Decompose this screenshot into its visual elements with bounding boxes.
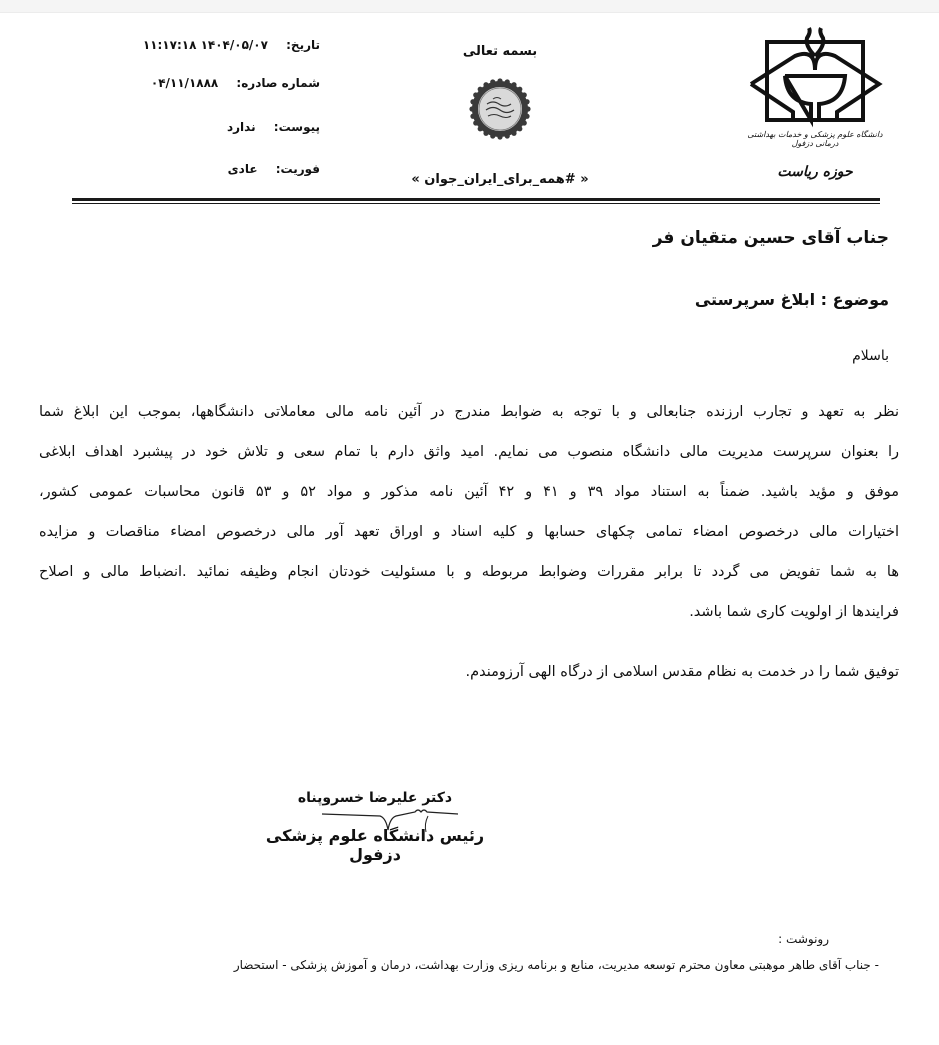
cc-item: - جناب آقای طاهر موهبتی معاون محترم توسعه مدیریت، منابع و برنامه ریزی وزارت بهداشت، درمان و آموزش پزشکی - استحضار — [233, 958, 879, 972]
meta-date-value: ۱۴۰۴/۰۵/۰۷ ۱۱:۱۷:۱۸ — [142, 38, 268, 52]
body-line: را بعنوان سرپرست مدیریت مالی دانشگاه منصوب می نمایم. امید واثق دارم با تمام سعی و تلاش خود در پیشبرد اهداف ابلاغی — [39, 444, 899, 460]
header-divider — [72, 198, 880, 201]
meta-attachment — [227, 120, 320, 134]
seal-tooth — [473, 92, 478, 97]
seal-tooth — [522, 92, 527, 97]
basmala: بسمه تعالی — [462, 44, 538, 59]
seal-tooth — [524, 99, 529, 104]
meta-attachment-label: پیوست: — [273, 120, 320, 134]
seal-tooth — [497, 78, 502, 83]
logo-department: حوزه ریاست — [777, 164, 853, 180]
seal-tooth — [505, 133, 510, 138]
cc-label: رونوشت : — [778, 932, 829, 946]
official-seal-icon — [469, 78, 531, 140]
header-divider-thin — [72, 203, 880, 204]
seal-tooth — [522, 120, 527, 125]
seal-tooth — [490, 79, 495, 84]
body-line: اختیارات مالی درخصوص امضاء تمامی چکهای حسابها و کلیه اسناد و اوراق تعهد آور مالی درخصوص امضاء مناقصات و مزایده — [39, 524, 899, 540]
top-bar — [0, 0, 939, 13]
university-logo — [745, 26, 885, 190]
meta-priority — [228, 162, 320, 176]
signatory-title: رئیس دانشگاه علوم پزشکی دزفول — [265, 826, 485, 864]
seal-tooth — [505, 79, 510, 84]
seal-tooth — [470, 114, 475, 119]
meta-number — [151, 76, 320, 90]
seal-tooth — [517, 126, 522, 131]
seal-tooth — [497, 134, 502, 139]
meta-priority-label: فوریت: — [275, 162, 320, 176]
logo-university-name: دانشگاه علوم پزشکی و خدمات بهداشتی درمانی دزفول — [747, 130, 883, 148]
body-line: نظر به تعهد و تجارب ارزنده جنابعالی و با توجه به ضوابط مندرج در آئین نامه مالی معاملاتی دانشگاهها، بموجب این ابلاغ شما — [39, 404, 899, 420]
seal-tooth — [511, 131, 516, 136]
seal-tooth — [473, 120, 478, 125]
signatory-name: دکتر علیرضا خسروپناه — [297, 790, 453, 806]
body-line: فرایندها از اولویت کاری شما باشد. — [689, 604, 899, 620]
meta-number-value: ۰۴/۱۱/۱۸۸۸ — [150, 76, 219, 90]
seal-tooth — [483, 131, 488, 136]
seal-tooth — [478, 126, 483, 131]
seal-tooth — [525, 106, 530, 111]
meta-attachment-value: ندارد — [226, 120, 256, 134]
seal-tooth — [470, 99, 475, 104]
body-line: ها به شما تفویض می گردد تا برابر مقررات وضوابط مربوطه و با مسئولیت خودتان انجام وظیفه نمائید .انضباط مالی و اصلاح — [39, 564, 899, 580]
seal-tooth — [478, 87, 483, 92]
meta-priority-value: عادی — [227, 162, 258, 176]
seal-tooth — [490, 133, 495, 138]
meta-date — [143, 38, 320, 52]
university-logo-icon — [745, 26, 885, 128]
letter-body — [39, 392, 899, 632]
slogan: « #همه_برای_ایران_جوان » — [411, 172, 589, 187]
seal-tooth — [517, 87, 522, 92]
seal-tooth — [524, 114, 529, 119]
subject: موضوع : ابلاغ سرپرستی — [694, 290, 889, 309]
closing: توفیق شما را در خدمت به نظام مقدس اسلامی از درگاه الهی آرزومندم. — [465, 664, 899, 680]
meta-date-label: تاریخ: — [286, 38, 320, 52]
seal-tooth — [511, 82, 516, 87]
body-line: موفق و مؤید باشید. ضمناً به استناد مواد ۳۹ و ۴۱ و ۴۲ آئین نامه مذکور و مواد ۵۲ و ۵۳ قانون محاسبات عمومی کشور، — [39, 484, 899, 500]
seal-tooth — [483, 82, 488, 87]
greeting: باسلام — [852, 348, 889, 364]
meta-number-label: شماره صادره: — [236, 76, 320, 90]
seal-tooth — [469, 106, 474, 111]
recipient: جناب آقای حسین متقیان فر — [652, 228, 889, 248]
